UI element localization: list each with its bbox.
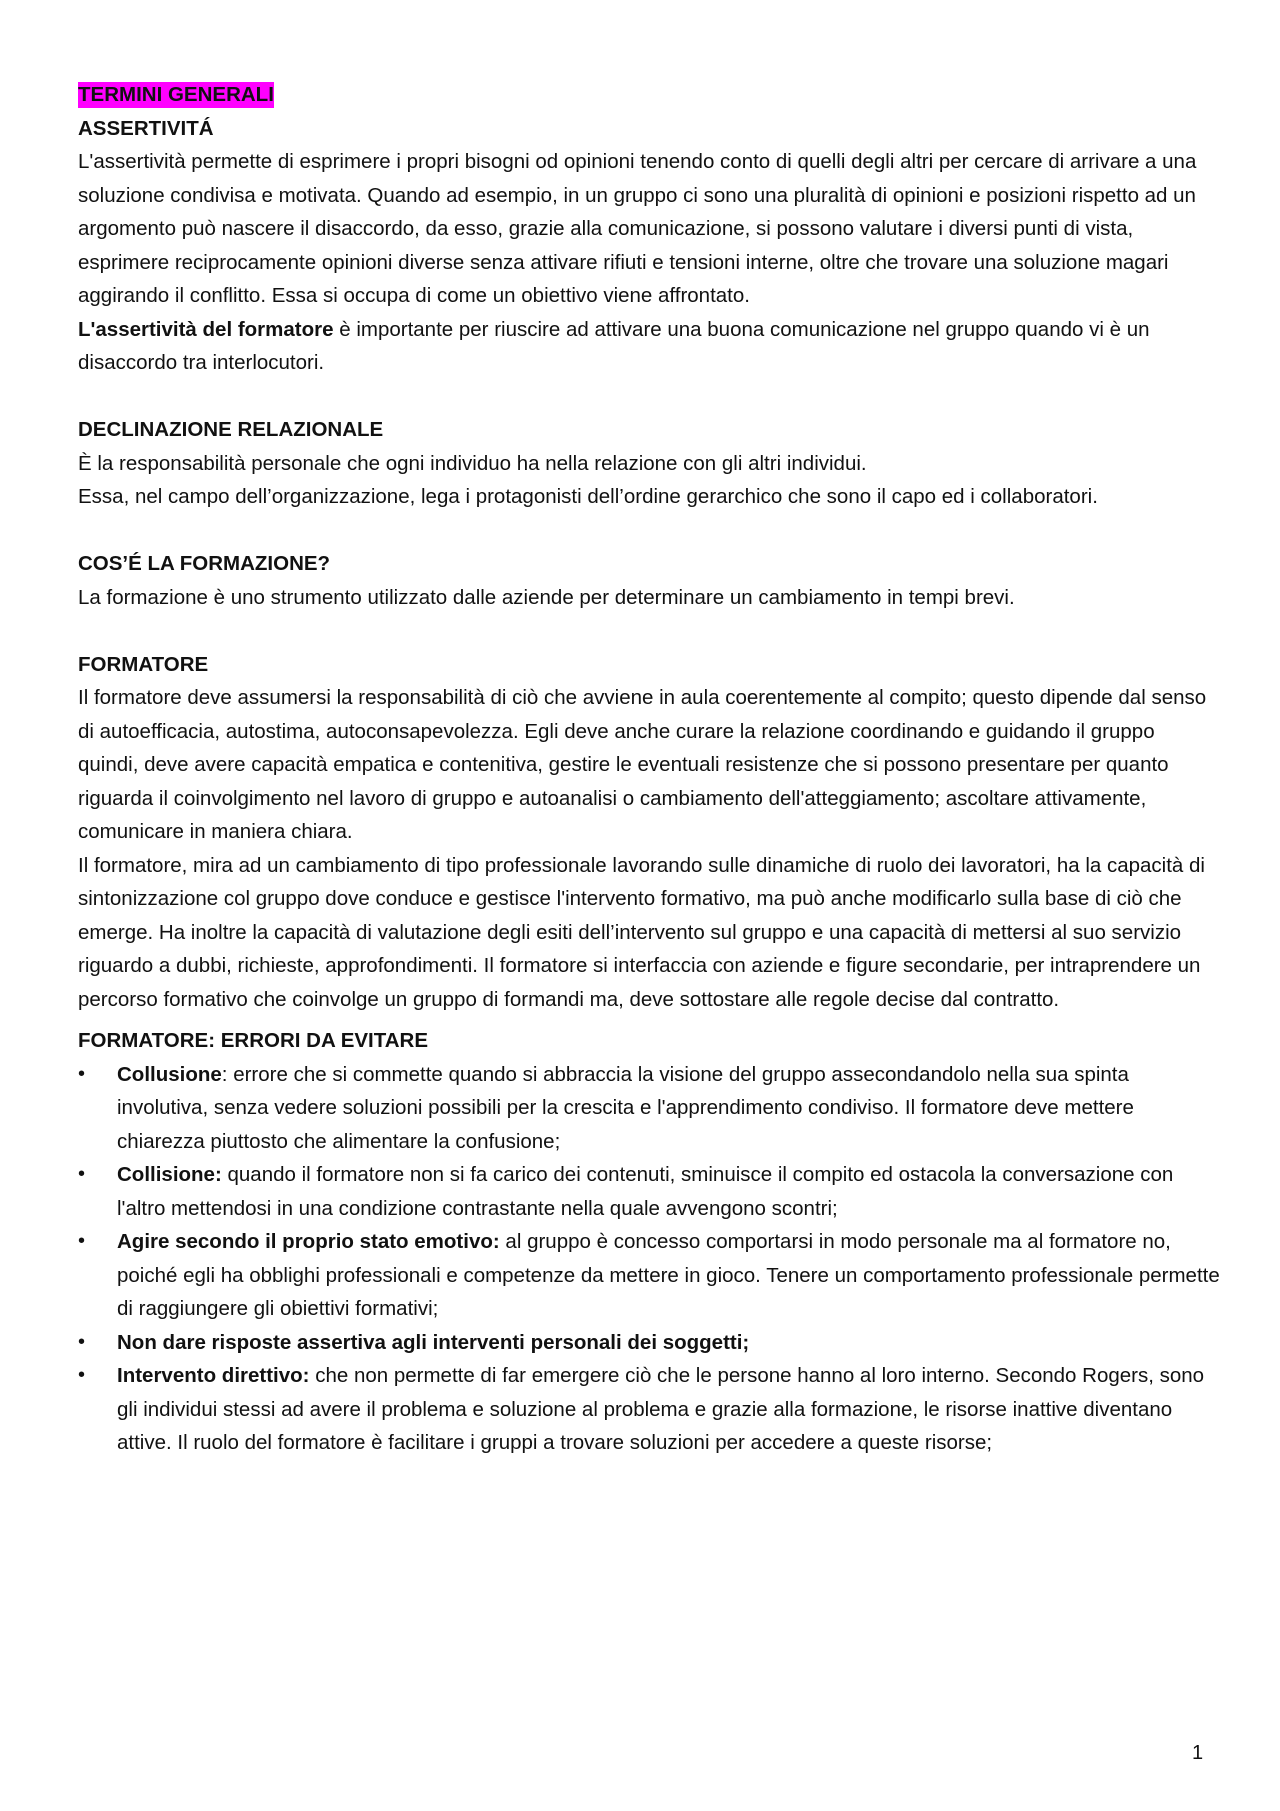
errori-heading: FORMATORE: ERRORI DA EVITARE: [78, 1029, 429, 1052]
formazione-line-1: La formazione è uno strumento utilizzato dalle aziende per determinare un cambiamento in tempi brevi.: [78, 585, 1015, 609]
bullet-icon: •: [78, 1330, 86, 1353]
formatore-paragraph-2: Il formatore, mira ad un cambiamento di tipo professionale lavorando sulle dinamiche di ruolo dei lavoratori, ha la capacità di sintonizzazione col gruppo dove conduce e gestisce l'intervento formativo, ma può anche modificarlo sulla base di ciò che emerge. Ha inoltre la capacità di valutazione degli esiti dell’intervento sul gruppo e una capacità di mettersi al suo servizio riguardo a dubbi, richieste, approfondimenti. Il formatore si interfaccia con aziende e figure secondarie, per intraprendere un percorso formativo che coinvolge un gruppo di formandi ma, deve sottostare alle regole decise dal contratto.: [78, 853, 1205, 1011]
list-item-term: Non dare risposte assertiva agli interventi personali dei soggetti;: [117, 1330, 750, 1354]
errori-section: [78, 1024, 1220, 1460]
spacer: [78, 380, 1220, 414]
list-item-term: Collisione:: [117, 1163, 222, 1186]
declinazione-line-2: Essa, nel campo dell’organizzazione, lega i protagonisti dell’ordine gerarchico che sono il capo ed i collaboratori.: [78, 485, 1098, 508]
spacer: [78, 514, 1220, 548]
bullet-icon: •: [78, 1230, 86, 1252]
list-item: [78, 1359, 1220, 1460]
formazione-section: [78, 547, 1220, 614]
assertivita-paragraph: L'assertività permette di esprimere i propri bisogni od opinioni tenendo conto di quelli degli altri per cercare di arrivare a una soluzione condivisa e motivata. Quando ad esempio, in un gruppo ci sono una pluralità di opinioni e posizioni rispetto ad un argomento può nascere il disaccordo, da esso, grazie alla comunicazione, si possono valutare i diversi punti di vista, esprimere reciprocamente opinioni diverse senza attivare rifiuti e tensioni interne, oltre che trovare una soluzione magari aggirando il conflitto. Essa si occupa di come un obiettivo viene affrontato.: [78, 150, 1197, 307]
list-item: [78, 1225, 1220, 1326]
list-item-text: che non permette di far emergere ciò che le persone hanno al loro interno. Secondo Rogers, sono gli individui stessi ad avere il problema e soluzione al problema e grazie alla formazione, le risorse inattive diventano attive. Il ruolo del formatore è facilitare i gruppi a trovare soluzioni per accedere a queste risorse;: [117, 1364, 1205, 1454]
assertivita-formatore-paragraph: [78, 313, 1220, 380]
list-item-term: Agire secondo il proprio stato emotivo:: [117, 1230, 500, 1253]
list-item: [78, 1158, 1220, 1225]
document-page: [78, 78, 1220, 1460]
declinazione-heading: DECLINAZIONE RELAZIONALE: [78, 418, 384, 441]
list-item: [78, 1058, 1220, 1159]
list-item-text: al gruppo è concesso comportarsi in modo personale ma al formatore no, poiché egli ha obblighi professionali e competenze da mettere in gioco. Tenere un comportamento professionale permette di raggiungere gli obiettivi formativi;: [117, 1230, 1220, 1320]
bullet-icon: •: [78, 1163, 86, 1185]
assertivita-formatore-text: è importante per riuscire ad attivare una buona comunicazione nel gruppo quando vi è un disaccordo tra interlocutori.: [78, 317, 1150, 374]
list-item-text: : errore che si commette quando si abbraccia la visione del gruppo assecondandolo nella sua spinta involutiva, senza vedere soluzioni possibili per la crescita e l'apprendimento condiviso. Il formatore deve mettere chiarezza piuttosto che alimentare la confusione;: [117, 1062, 1134, 1153]
assertivita-formatore-bold: L'assertività del formatore: [78, 317, 334, 341]
assertivita-heading: ASSERTIVITÁ: [78, 116, 214, 140]
formatore-heading: FORMATORE: [78, 652, 209, 676]
list-item-term: Collusione: [117, 1062, 222, 1086]
list-item-term: Intervento direttivo:: [117, 1364, 310, 1387]
page-number: 1: [1192, 1742, 1204, 1764]
bullet-icon: •: [78, 1062, 86, 1085]
highlighted-title: TERMINI GENERALI: [78, 83, 274, 106]
formatore-paragraph-1: Il formatore deve assumersi la responsabilità di ciò che avviene in aula coerentemente al compito; questo dipende dal senso di autoefficacia, autostima, autoconsapevolezza. Egli deve anche curare la relazione coordinando e guidando il gruppo quindi, deve avere capacità empatica e contenitiva, gestire le eventuali resistenze che si possono presentare per quanto riguarda il coinvolgimento nel lavoro di gruppo e autoanalisi o cambiamento dell'atteggiamento; ascoltare attivamente, comunicare in maniera chiara.: [78, 686, 1207, 843]
assertivita-section: [78, 112, 1220, 380]
spacer: [78, 1016, 1220, 1024]
list-item: [78, 1326, 1220, 1360]
formazione-heading: COS’É LA FORMAZIONE?: [78, 552, 331, 575]
declinazione-line-1: È la responsabilità personale che ogni individuo ha nella relazione con gli altri individui.: [78, 451, 867, 475]
formatore-section: [78, 648, 1220, 1017]
errori-list: [78, 1058, 1220, 1460]
bullet-icon: •: [78, 1364, 86, 1386]
termini-generali-label: [78, 78, 1220, 112]
list-item-text: quando il formatore non si fa carico dei contenuti, sminuisce il compito ed ostacola la conversazione con l'altro mettendosi in una condizione contrastante nella quale avvengono scontri;: [117, 1163, 1174, 1220]
declinazione-section: [78, 413, 1220, 514]
spacer: [78, 614, 1220, 648]
